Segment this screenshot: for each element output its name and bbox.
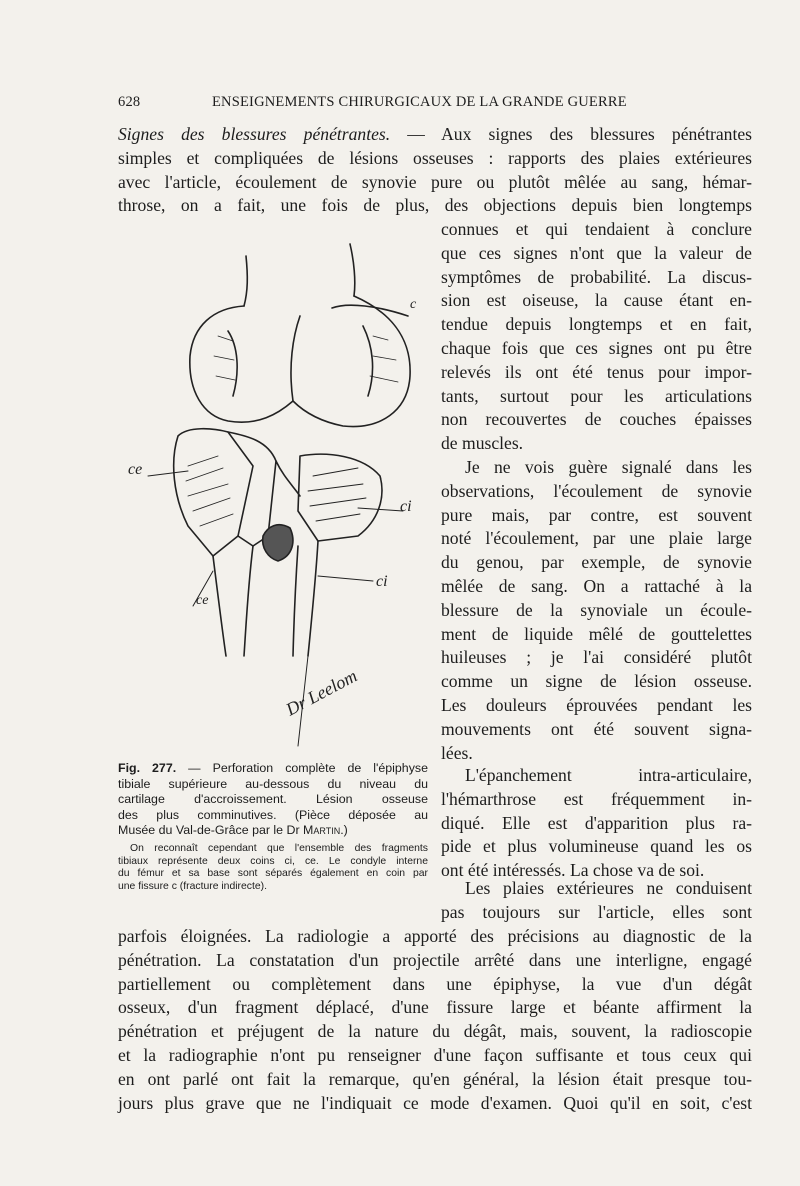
- text-line: pénétration. La constatation d'un projectile arrêté dans une interligne, engagé: [118, 949, 752, 970]
- label-ce-bottom: ce: [196, 593, 209, 608]
- caption-line: des plus comminutives. (Pièce déposée au: [118, 807, 428, 822]
- note-line: On reconnaît cependant que l'ensemble des fragments: [130, 843, 428, 854]
- text-line: relevés ils ont été tenus pour impor-: [441, 361, 752, 382]
- bottom-paragraph: [118, 925, 752, 1115]
- caption-line-1: Fig. 277. — Perforation complète de l'épiphyse: [118, 761, 428, 775]
- text-line: tendue depuis longtemps et en fait,: [441, 314, 752, 335]
- text-line: l'hémarthrose est fréquemment in-: [441, 788, 752, 809]
- knee-illustration: [118, 236, 428, 756]
- text-line: Les plaies extérieures ne conduisent: [465, 878, 752, 898]
- knee-drawing: [118, 236, 428, 756]
- right-column-para-2: [441, 456, 752, 765]
- right-column-para-4: [441, 877, 752, 925]
- text-line: sion est oiseuse, la cause étant en-: [441, 290, 752, 311]
- text-line: L'épanchement intra-articulaire,: [465, 765, 752, 785]
- text-line: non recouvertes de couches épaisses: [441, 409, 752, 430]
- femur-shaft-line: [244, 256, 247, 306]
- text-line: en ont parlé ont fait la remarque, qu'en général, la lésion était presque tou-: [118, 1068, 752, 1089]
- caption-line-5: Musée du Val-de-Grâce par le Dr Martin.): [118, 823, 348, 838]
- text-line: symptômes de probabilité. La discus-: [441, 266, 752, 287]
- text-line: huileuses ; je l'ai considéré plutôt: [441, 647, 752, 668]
- label-ci-bottom: ci: [376, 573, 388, 590]
- text-line: diqué. Elle est d'apparition plus ra-: [441, 812, 752, 833]
- text-line: que ces signes n'ont que la valeur de: [441, 242, 752, 263]
- intercondylar-line: [291, 316, 300, 401]
- text-line: ont été intéressés. La chose va de soi.: [441, 860, 705, 881]
- text-line: parfois éloignées. La radiologie a apporté des précisions au diagnostic de la: [118, 926, 752, 946]
- leader-ci: [358, 508, 403, 511]
- text-line: comme un signe de lésion osseuse.: [441, 671, 752, 692]
- running-title: ENSEIGNEMENTS CHIRURGICAUX DE LA GRANDE GUERRE: [212, 94, 627, 110]
- intro-line-3: avec l'article, écoulement de synovie pure ou plutôt mêlée au sang, hémar-: [118, 171, 752, 192]
- text-line: observations, l'écoulement de synovie: [441, 480, 752, 501]
- text-line: Les douleurs éprouvées pendant les: [441, 694, 752, 715]
- text-line: pas toujours sur l'article, elles sont: [441, 901, 752, 922]
- figure-note: [118, 843, 428, 893]
- note-line: du fémur et sa base sont séparés également en coin par: [118, 868, 428, 880]
- text-line: connues et qui tendaient à conclure: [441, 219, 752, 239]
- text-line: lées.: [441, 742, 473, 763]
- tibial-fragment-ce: [174, 429, 253, 556]
- label-ci-right: ci: [400, 498, 412, 515]
- text-line: pure mais, par contre, est souvent: [441, 504, 752, 525]
- text-line: chaque fois que ces signes ont pu être: [441, 337, 752, 358]
- figure-caption: [118, 761, 428, 839]
- tibia-shaft-line: [213, 556, 226, 656]
- intro-paragraph: [118, 123, 752, 218]
- note-line: tibiaux représente deux coins ci, ce. Le condyle interne: [118, 855, 428, 867]
- tibial-fragment-ci: [298, 454, 382, 541]
- text-line: mouvements ont été souvent signa-: [441, 718, 752, 739]
- leader-ci-bottom: [318, 576, 373, 581]
- comminuted-zone: [263, 525, 293, 561]
- caption-line: tibiale supérieure au-dessous du niveau du: [118, 776, 428, 791]
- text-line: du genou, par exemple, de synovie: [441, 552, 752, 573]
- text-line: osseux, d'un fragment déplacé, d'une fissure large et béante affirment la: [118, 997, 752, 1018]
- page-number: 628: [118, 94, 141, 110]
- figure-number: Fig. 277.: [118, 761, 177, 775]
- text-line: Je ne vois guère signalé dans les: [465, 457, 752, 477]
- caption-author: Martin: [303, 823, 341, 838]
- label-c: c: [410, 297, 417, 312]
- text-line: mêlée de sang. On a rattaché à la: [441, 575, 752, 596]
- section-title: Signes des blessures pénétrantes.: [118, 124, 391, 144]
- note-line: une fissure c (fracture indirecte).: [118, 880, 267, 892]
- right-column-para-1: [441, 218, 752, 456]
- text-line: noté l'écoulement, par une plaie large: [441, 528, 752, 549]
- text-line: et la radiographie n'ont pu renseigner d'une façon suffisante et tous ceux qui: [118, 1044, 752, 1065]
- text-line: pénétration et préjugent de la nature du dégât, mais, souvent, la radioscopie: [118, 1021, 752, 1042]
- caption-line: cartilage d'accroissement. Lésion osseuse: [118, 792, 428, 807]
- fibula-line: [293, 546, 298, 656]
- text-line: ment de liquide mêlé de gouttelettes: [441, 623, 752, 644]
- text-line: pide et plus volumineuse quand les os: [441, 836, 752, 857]
- fissure-c-line: [332, 305, 408, 316]
- femur-shaft-line: [350, 244, 355, 296]
- text-line: jours plus grave que ne l'indiquait ce mode d'examen. Quoi qu'il en soit, c'est: [118, 1092, 752, 1113]
- text-line: blessure de la synoviale un écoule-: [441, 599, 752, 620]
- intro-line-4: throse, on a fait, une fois de plus, des objections depuis bien longtemps: [118, 195, 752, 216]
- fibula-line: [308, 541, 318, 656]
- text-line: tants, surtout pour les articulations: [441, 385, 752, 406]
- leader-ce: [148, 471, 188, 476]
- label-ce-top: ce: [128, 461, 143, 478]
- intro-line-1: Signes des blessures pénétrantes. — Aux signes des blessures pénétrantes: [118, 124, 753, 144]
- text-line: de muscles.: [441, 433, 524, 454]
- intro-line-2: simples et compliquées de lésions osseuses : rapports des plaies extérieures: [118, 147, 752, 168]
- right-column-para-3: [441, 764, 752, 883]
- running-head: [118, 94, 758, 114]
- tibia-shaft-line: [244, 546, 253, 656]
- artist-signature: Dr Leelom: [282, 665, 361, 720]
- text-line: partiellement ou complètement dans une épiphyse, la vue d'un dégât: [118, 973, 752, 994]
